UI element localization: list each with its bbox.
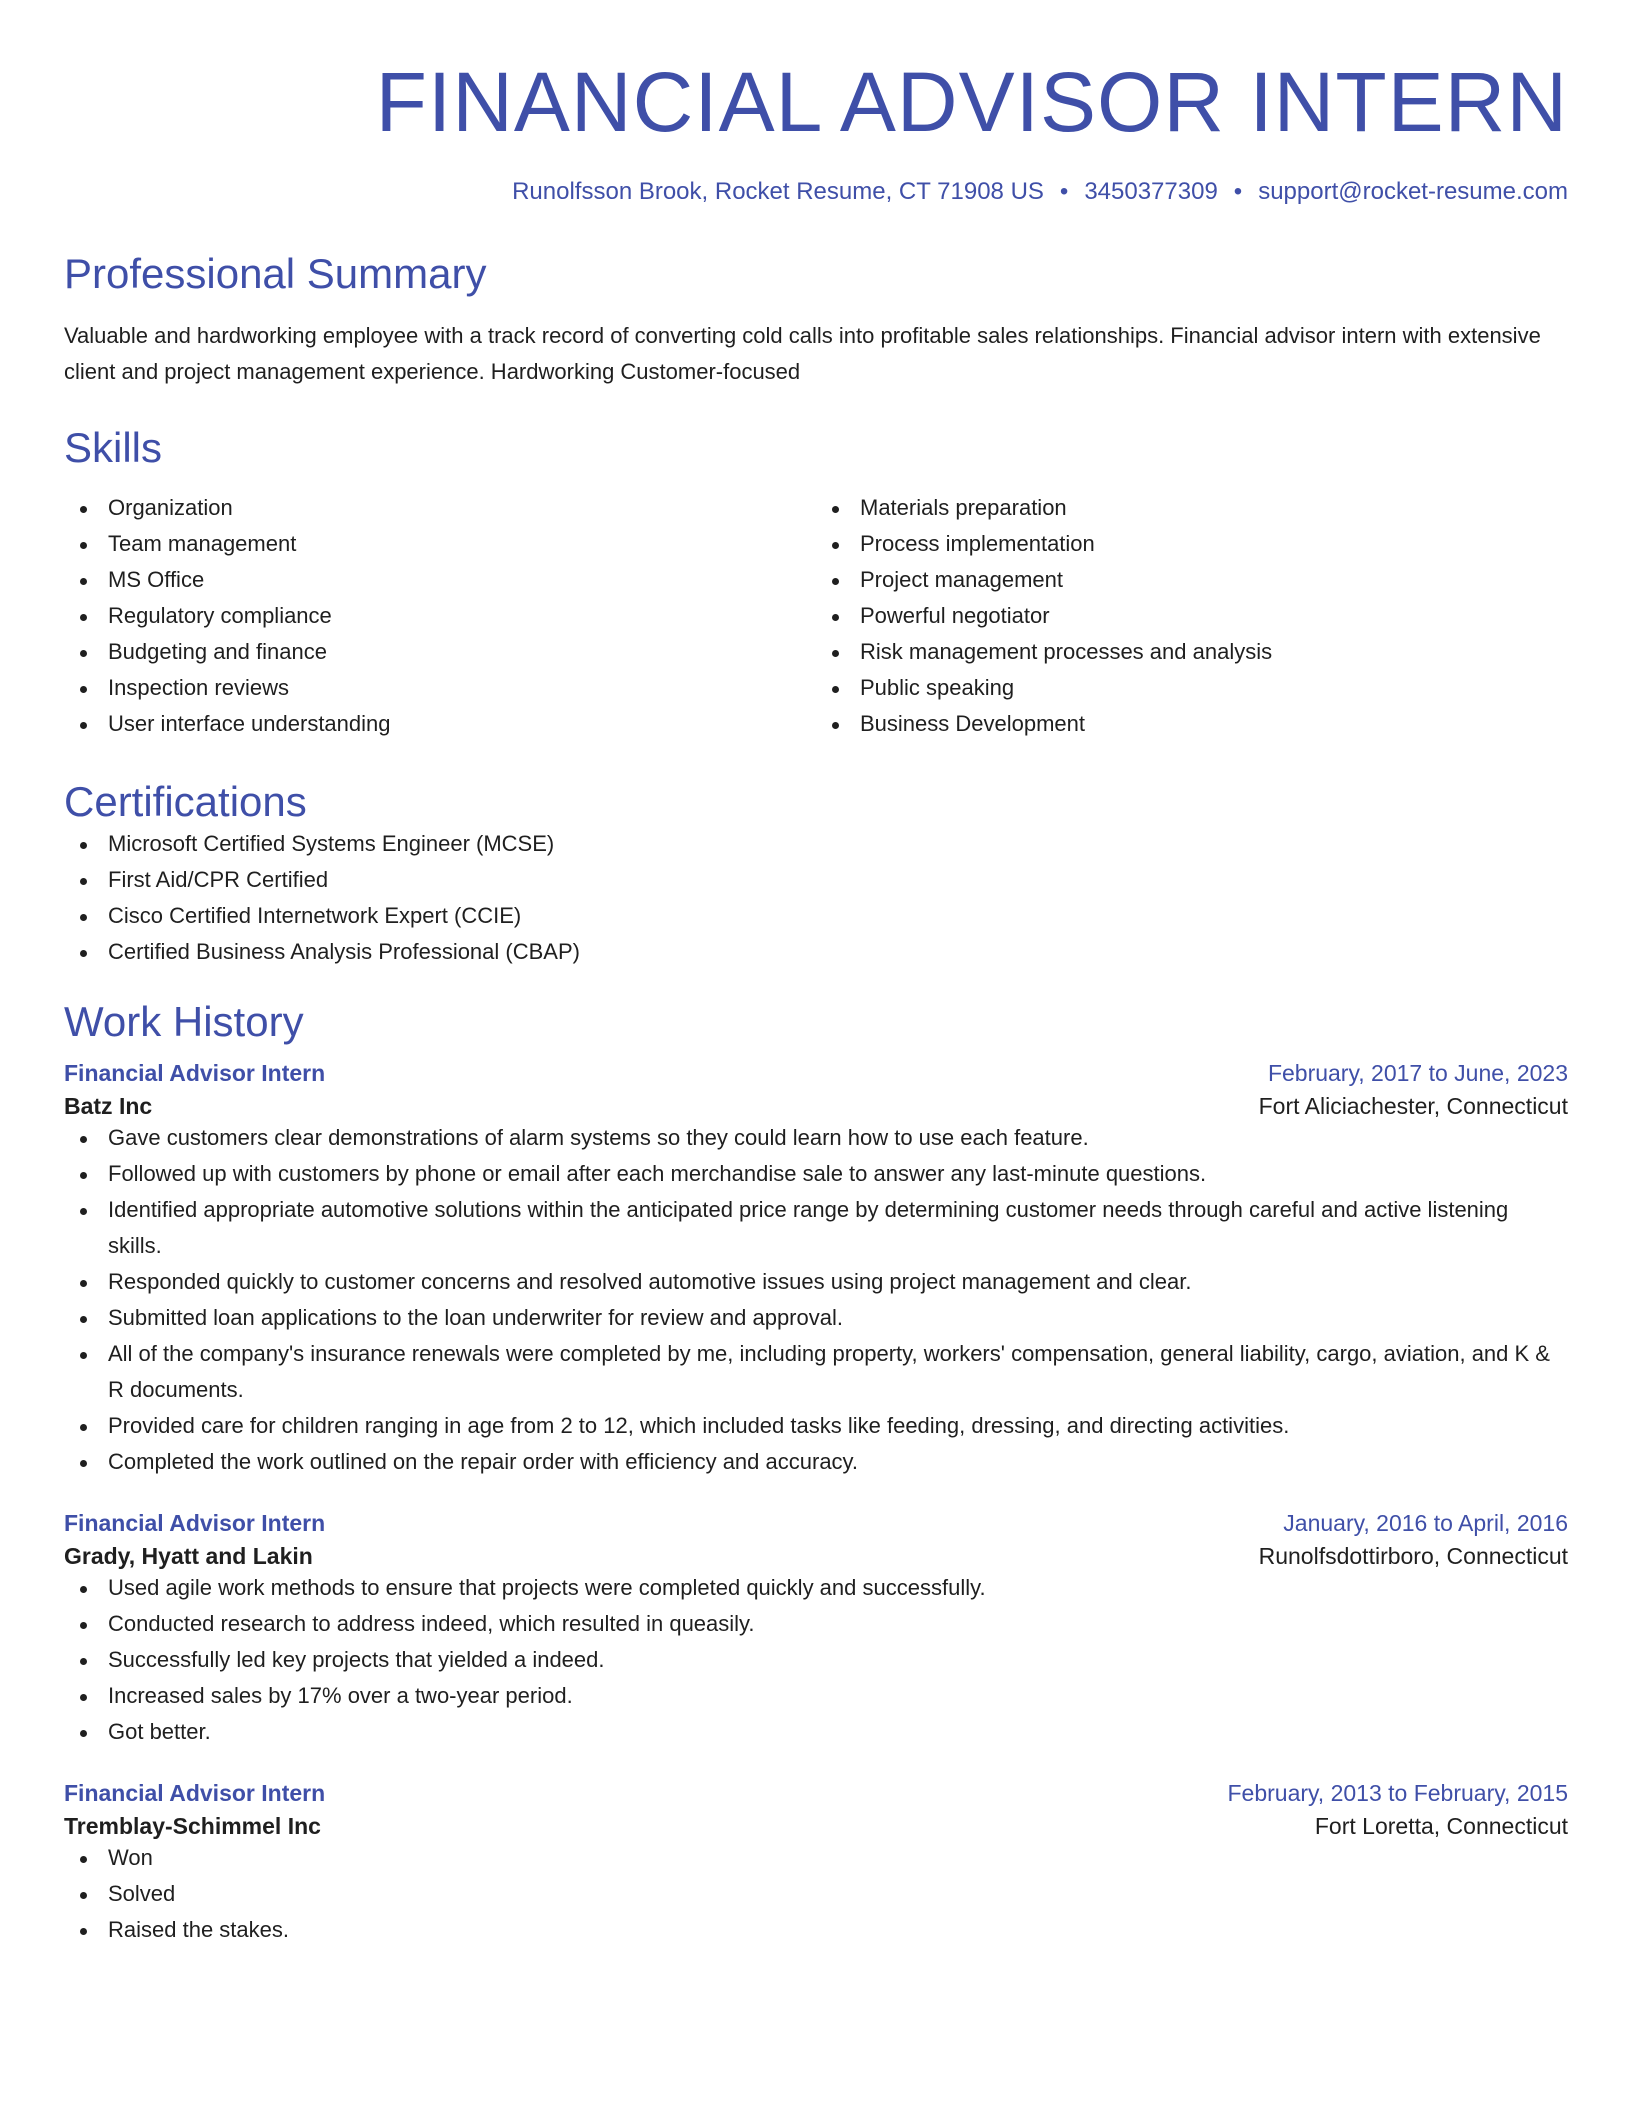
job-location: Runolfsdottirboro, Connecticut	[1258, 1543, 1568, 1569]
job-title: Financial Advisor Intern	[64, 1510, 326, 1536]
job-company: Batz Inc	[64, 1093, 153, 1119]
certification-item: Cisco Certified Internetwork Expert (CCIE)	[64, 898, 1568, 934]
resume-name: FINANCIAL ADVISOR INTERN	[375, 55, 1568, 149]
skill-item: Project management	[816, 562, 1568, 598]
contact-separator: •	[1059, 178, 1069, 205]
job-company-row	[64, 1543, 1568, 1570]
job-entry	[64, 1780, 1568, 1948]
skill-item: MS Office	[64, 562, 816, 598]
job-bullet: Raised the stakes.	[64, 1912, 1568, 1948]
job-company-row	[64, 1813, 1568, 1840]
job-bullet: Successfully led key projects that yielded a indeed.	[64, 1642, 1568, 1678]
skills-list-right	[816, 490, 1568, 742]
certification-item: Microsoft Certified Systems Engineer (MCSE)	[64, 826, 1568, 862]
certifications-list	[64, 826, 1568, 970]
skill-item: Materials preparation	[816, 490, 1568, 526]
job-bullet: Submitted loan applications to the loan underwriter for review and approval.	[64, 1300, 1568, 1336]
skill-item: Risk management processes and analysis	[816, 634, 1568, 670]
job-dates: February, 2013 to February, 2015	[1227, 1780, 1568, 1806]
job-title: Financial Advisor Intern	[64, 1780, 326, 1806]
resume-header	[64, 0, 1568, 206]
skill-item: Business Development	[816, 706, 1568, 742]
summary-text: Valuable and hardworking employee with a track record of converting cold calls into profitable sales relationships. Financial advisor intern with extensive client and project management experience. Hardworking Customer-focused	[64, 323, 1541, 384]
job-title: Financial Advisor Intern	[64, 1060, 326, 1086]
job-bullet: Got better.	[64, 1714, 1568, 1750]
skill-item: Budgeting and finance	[64, 634, 816, 670]
job-bullets	[64, 1120, 1568, 1480]
job-bullet: Won	[64, 1840, 1568, 1876]
job-entry	[64, 1510, 1568, 1750]
job-bullet: Solved	[64, 1876, 1568, 1912]
certification-item: First Aid/CPR Certified	[64, 862, 1568, 898]
skill-item: Organization	[64, 490, 816, 526]
job-company: Grady, Hyatt and Lakin	[64, 1543, 313, 1569]
skills-list-left	[64, 490, 816, 742]
work-history-heading: Work History	[64, 998, 304, 1045]
skill-item: Powerful negotiator	[816, 598, 1568, 634]
job-dates: February, 2017 to June, 2023	[1267, 1060, 1568, 1086]
certifications-heading: Certifications	[64, 778, 307, 825]
job-bullet: Provided care for children ranging in age from 2 to 12, which included tasks like feeding, dressing, and directing activities.	[64, 1408, 1568, 1444]
contact-separator: •	[1233, 178, 1243, 205]
skill-item: Inspection reviews	[64, 670, 816, 706]
job-bullet: Identified appropriate automotive solutions within the anticipated price range by determining customer needs through careful and active listening skills.	[64, 1192, 1568, 1264]
skill-item: User interface understanding	[64, 706, 816, 742]
skill-item: Public speaking	[816, 670, 1568, 706]
certification-item: Certified Business Analysis Professional (CBAP)	[64, 934, 1568, 970]
job-location: Fort Aliciachester, Connecticut	[1258, 1093, 1568, 1119]
job-bullet: All of the company's insurance renewals were completed by me, including property, workers' compensation, general liability, cargo, aviation, and K & R documents.	[64, 1336, 1568, 1408]
contact-line	[64, 178, 1568, 206]
contact-address: Runolfsson Brook, Rocket Resume, CT 71908 US	[512, 178, 1044, 205]
skill-item: Regulatory compliance	[64, 598, 816, 634]
job-company-row	[64, 1093, 1568, 1120]
skill-item: Team management	[64, 526, 816, 562]
job-bullet: Followed up with customers by phone or email after each merchandise sale to answer any last-minute questions.	[64, 1156, 1568, 1192]
job-header-row	[64, 1060, 1568, 1087]
job-entry	[64, 1060, 1568, 1480]
job-dates: January, 2016 to April, 2016	[1283, 1510, 1568, 1536]
skills-grid	[64, 490, 1568, 742]
job-header-row	[64, 1510, 1568, 1537]
contact-phone: 3450377309	[1084, 178, 1218, 205]
job-bullet: Completed the work outlined on the repair order with efficiency and accuracy.	[64, 1444, 1568, 1480]
contact-email[interactable]: support@rocket-resume.com	[1258, 178, 1568, 205]
job-bullet: Conducted research to address indeed, which resulted in queasily.	[64, 1606, 1568, 1642]
skills-heading: Skills	[64, 424, 163, 471]
summary-heading: Professional Summary	[64, 250, 487, 297]
job-company: Tremblay-Schimmel Inc	[64, 1813, 321, 1839]
job-bullet: Increased sales by 17% over a two-year period.	[64, 1678, 1568, 1714]
job-bullet: Gave customers clear demonstrations of alarm systems so they could learn how to use each feature.	[64, 1120, 1568, 1156]
job-location: Fort Loretta, Connecticut	[1314, 1813, 1568, 1839]
job-bullet: Used agile work methods to ensure that projects were completed quickly and successfully.	[64, 1570, 1568, 1606]
job-bullets	[64, 1840, 1568, 1948]
job-bullet: Responded quickly to customer concerns and resolved automotive issues using project management and clear.	[64, 1264, 1568, 1300]
skill-item: Process implementation	[816, 526, 1568, 562]
job-header-row	[64, 1780, 1568, 1807]
job-bullets	[64, 1570, 1568, 1750]
